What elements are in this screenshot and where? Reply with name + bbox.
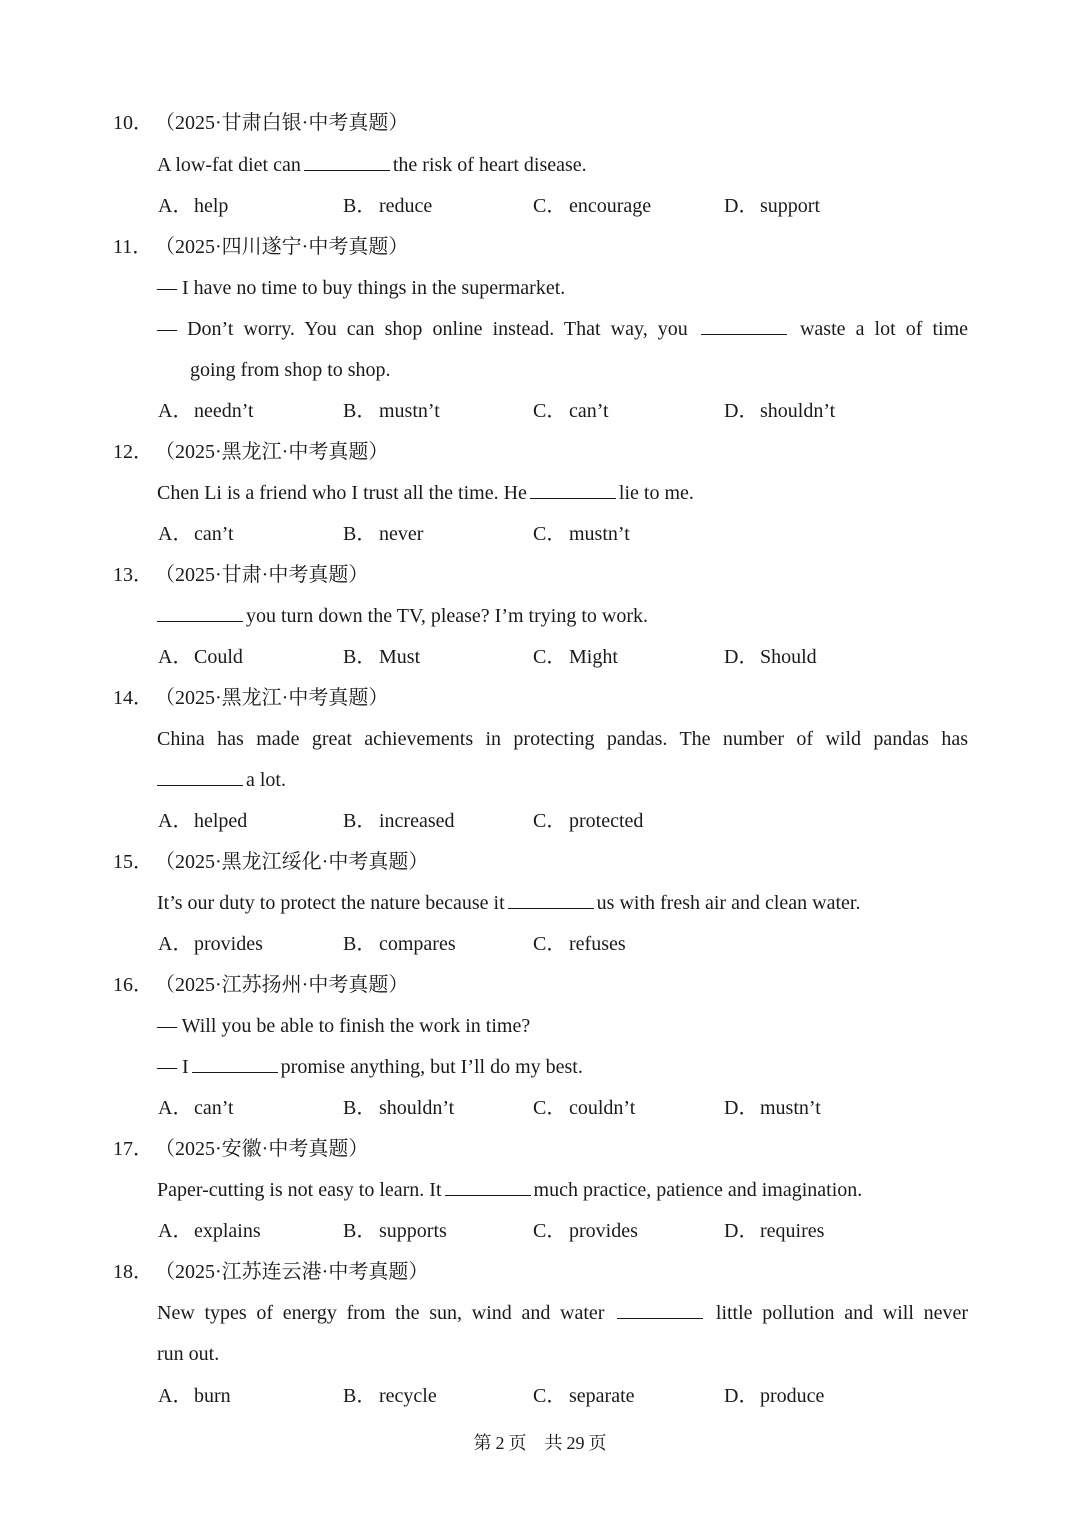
question-14-options [0, 806, 1080, 836]
option-a[interactable]: A．Could [158, 646, 243, 668]
answer-blank [157, 603, 243, 622]
question-15-stem [0, 888, 1080, 918]
answer-blank [192, 1054, 278, 1073]
option-d[interactable]: D．requires [724, 1220, 825, 1242]
option-d[interactable]: D．mustn’t [724, 1097, 821, 1119]
option-d[interactable]: D．shouldn’t [724, 400, 836, 422]
question-11-options [0, 396, 1080, 426]
question-18-stem-cont [0, 1339, 1080, 1369]
question-number: 18． [113, 1261, 153, 1283]
option-c[interactable]: C． protected [533, 810, 644, 832]
stem-text: New types of energy from the sun, wind and water little pollution and will never [157, 1302, 969, 1324]
option-c[interactable]: C． encourage [533, 195, 652, 217]
dialog-line: — I have no time to buy things in the supermarket. [157, 277, 566, 299]
option-c[interactable]: C． provides [533, 1220, 638, 1242]
question-15-options [0, 929, 1080, 959]
question-18-stem [0, 1298, 1080, 1328]
option-c[interactable]: C． can’t [533, 400, 609, 422]
stem-text: a lot. [157, 765, 286, 795]
question-14-stem-cont [0, 765, 1080, 795]
question-source: （2025·黑龙江·中考真题） [155, 687, 389, 709]
dialog-line: going from shop to shop. [190, 359, 391, 381]
question-number: 14． [113, 687, 153, 709]
question-number: 15． [113, 851, 153, 873]
question-10-header [0, 108, 1080, 138]
stem-text: It’s our duty to protect the nature because it us with fresh air and clean water. [157, 892, 861, 914]
question-14-stem [0, 724, 1080, 754]
question-16-options [0, 1093, 1080, 1123]
answer-blank [508, 890, 594, 909]
option-a[interactable]: A．help [158, 195, 229, 217]
question-12-header [0, 437, 1080, 467]
question-10-stem [0, 150, 1080, 180]
answer-blank [304, 152, 390, 171]
option-b[interactable]: B． increased [343, 810, 455, 832]
option-a[interactable]: A．explains [158, 1220, 261, 1242]
question-number: 16． [113, 974, 153, 996]
question-number: 17． [113, 1138, 153, 1160]
option-d[interactable]: D．support [724, 195, 820, 217]
question-source: （2025·四川遂宁·中考真题） [155, 236, 409, 258]
option-b[interactable]: B． mustn’t [343, 400, 440, 422]
option-a[interactable]: A．burn [158, 1385, 231, 1407]
option-d[interactable]: D．produce [724, 1385, 825, 1407]
stem-text: China has made great achievements in protecting pandas. The number of wild pandas has [157, 728, 968, 750]
option-b[interactable]: B． shouldn’t [343, 1097, 455, 1119]
answer-blank [445, 1177, 531, 1196]
question-11-dialog-1 [0, 273, 1080, 303]
option-c[interactable]: C． separate [533, 1385, 635, 1407]
stem-text: Paper-cutting is not easy to learn. It much practice, patience and imagination. [157, 1179, 863, 1201]
answer-blank [701, 316, 787, 335]
total-pages: 29 [566, 1433, 585, 1453]
option-a[interactable]: A．needn’t [158, 400, 254, 422]
option-b[interactable]: B． compares [343, 933, 456, 955]
stem-text: Chen Li is a friend who I trust all the time. He lie to me. [157, 482, 694, 504]
footer-middle: 页 共 [508, 1433, 563, 1453]
question-source: （2025·黑龙江·中考真题） [155, 441, 389, 463]
question-17-stem [0, 1175, 1080, 1205]
option-c[interactable]: C． couldn’t [533, 1097, 636, 1119]
option-a[interactable]: A．helped [158, 810, 248, 832]
stem-text: A low-fat diet can the risk of heart disease. [157, 154, 587, 176]
option-d[interactable]: D．Should [724, 646, 817, 668]
question-11-dialog-2-cont [0, 355, 1080, 385]
option-b[interactable]: B． supports [343, 1220, 447, 1242]
question-number: 11． [113, 236, 153, 258]
question-12-stem [0, 478, 1080, 508]
question-11-dialog-2 [0, 314, 1080, 344]
question-13-header [0, 560, 1080, 590]
dialog-line: — Don’t worry. You can shop online instead. That way, you waste a lot of time [157, 318, 969, 340]
current-page-number: 2 [495, 1433, 505, 1453]
question-13-options [0, 642, 1080, 672]
answer-blank [530, 480, 616, 499]
footer-prefix: 第 [473, 1433, 492, 1453]
question-source: （2025·江苏连云港·中考真题） [155, 1261, 429, 1283]
option-c[interactable]: C． refuses [533, 933, 626, 955]
option-b[interactable]: B． never [343, 523, 424, 545]
option-a[interactable]: A．provides [158, 933, 263, 955]
option-b[interactable]: B． reduce [343, 195, 433, 217]
question-number: 12． [113, 441, 153, 463]
question-17-header [0, 1134, 1080, 1164]
option-b[interactable]: B． Must [343, 646, 421, 668]
question-13-stem [0, 601, 1080, 631]
question-source: （2025·黑龙江绥化·中考真题） [155, 851, 429, 873]
option-a[interactable]: A．can’t [158, 523, 234, 545]
question-17-options [0, 1216, 1080, 1246]
question-source: （2025·江苏扬州·中考真题） [155, 974, 409, 996]
question-18-options [0, 1381, 1080, 1411]
option-c[interactable]: C． Might [533, 646, 618, 668]
question-number: 13． [113, 564, 153, 586]
question-15-header [0, 847, 1080, 877]
question-14-header [0, 683, 1080, 713]
question-16-dialog-2 [0, 1052, 1080, 1082]
option-c[interactable]: C． mustn’t [533, 523, 630, 545]
footer-suffix: 页 [588, 1433, 607, 1453]
stem-text: you turn down the TV, please? I’m trying to work. [157, 601, 648, 631]
question-16-dialog-1 [0, 1011, 1080, 1041]
dialog-line: — Will you be able to finish the work in time? [157, 1015, 531, 1037]
stem-text: run out. [157, 1343, 220, 1365]
question-11-header [0, 232, 1080, 262]
option-a[interactable]: A．can’t [158, 1097, 234, 1119]
question-source: （2025·安徽·中考真题） [155, 1138, 369, 1160]
question-12-options [0, 519, 1080, 549]
question-10-options [0, 191, 1080, 221]
answer-blank [157, 767, 243, 786]
question-number: 10． [113, 112, 153, 134]
page-footer [0, 1428, 1080, 1458]
question-16-header [0, 970, 1080, 1000]
option-b[interactable]: B． recycle [343, 1385, 437, 1407]
answer-blank [617, 1300, 703, 1319]
question-source: （2025·甘肃白银·中考真题） [155, 112, 409, 134]
dialog-line: — I promise anything, but I’ll do my best. [157, 1056, 583, 1078]
question-source: （2025·甘肃·中考真题） [155, 564, 369, 586]
question-18-header [0, 1257, 1080, 1287]
